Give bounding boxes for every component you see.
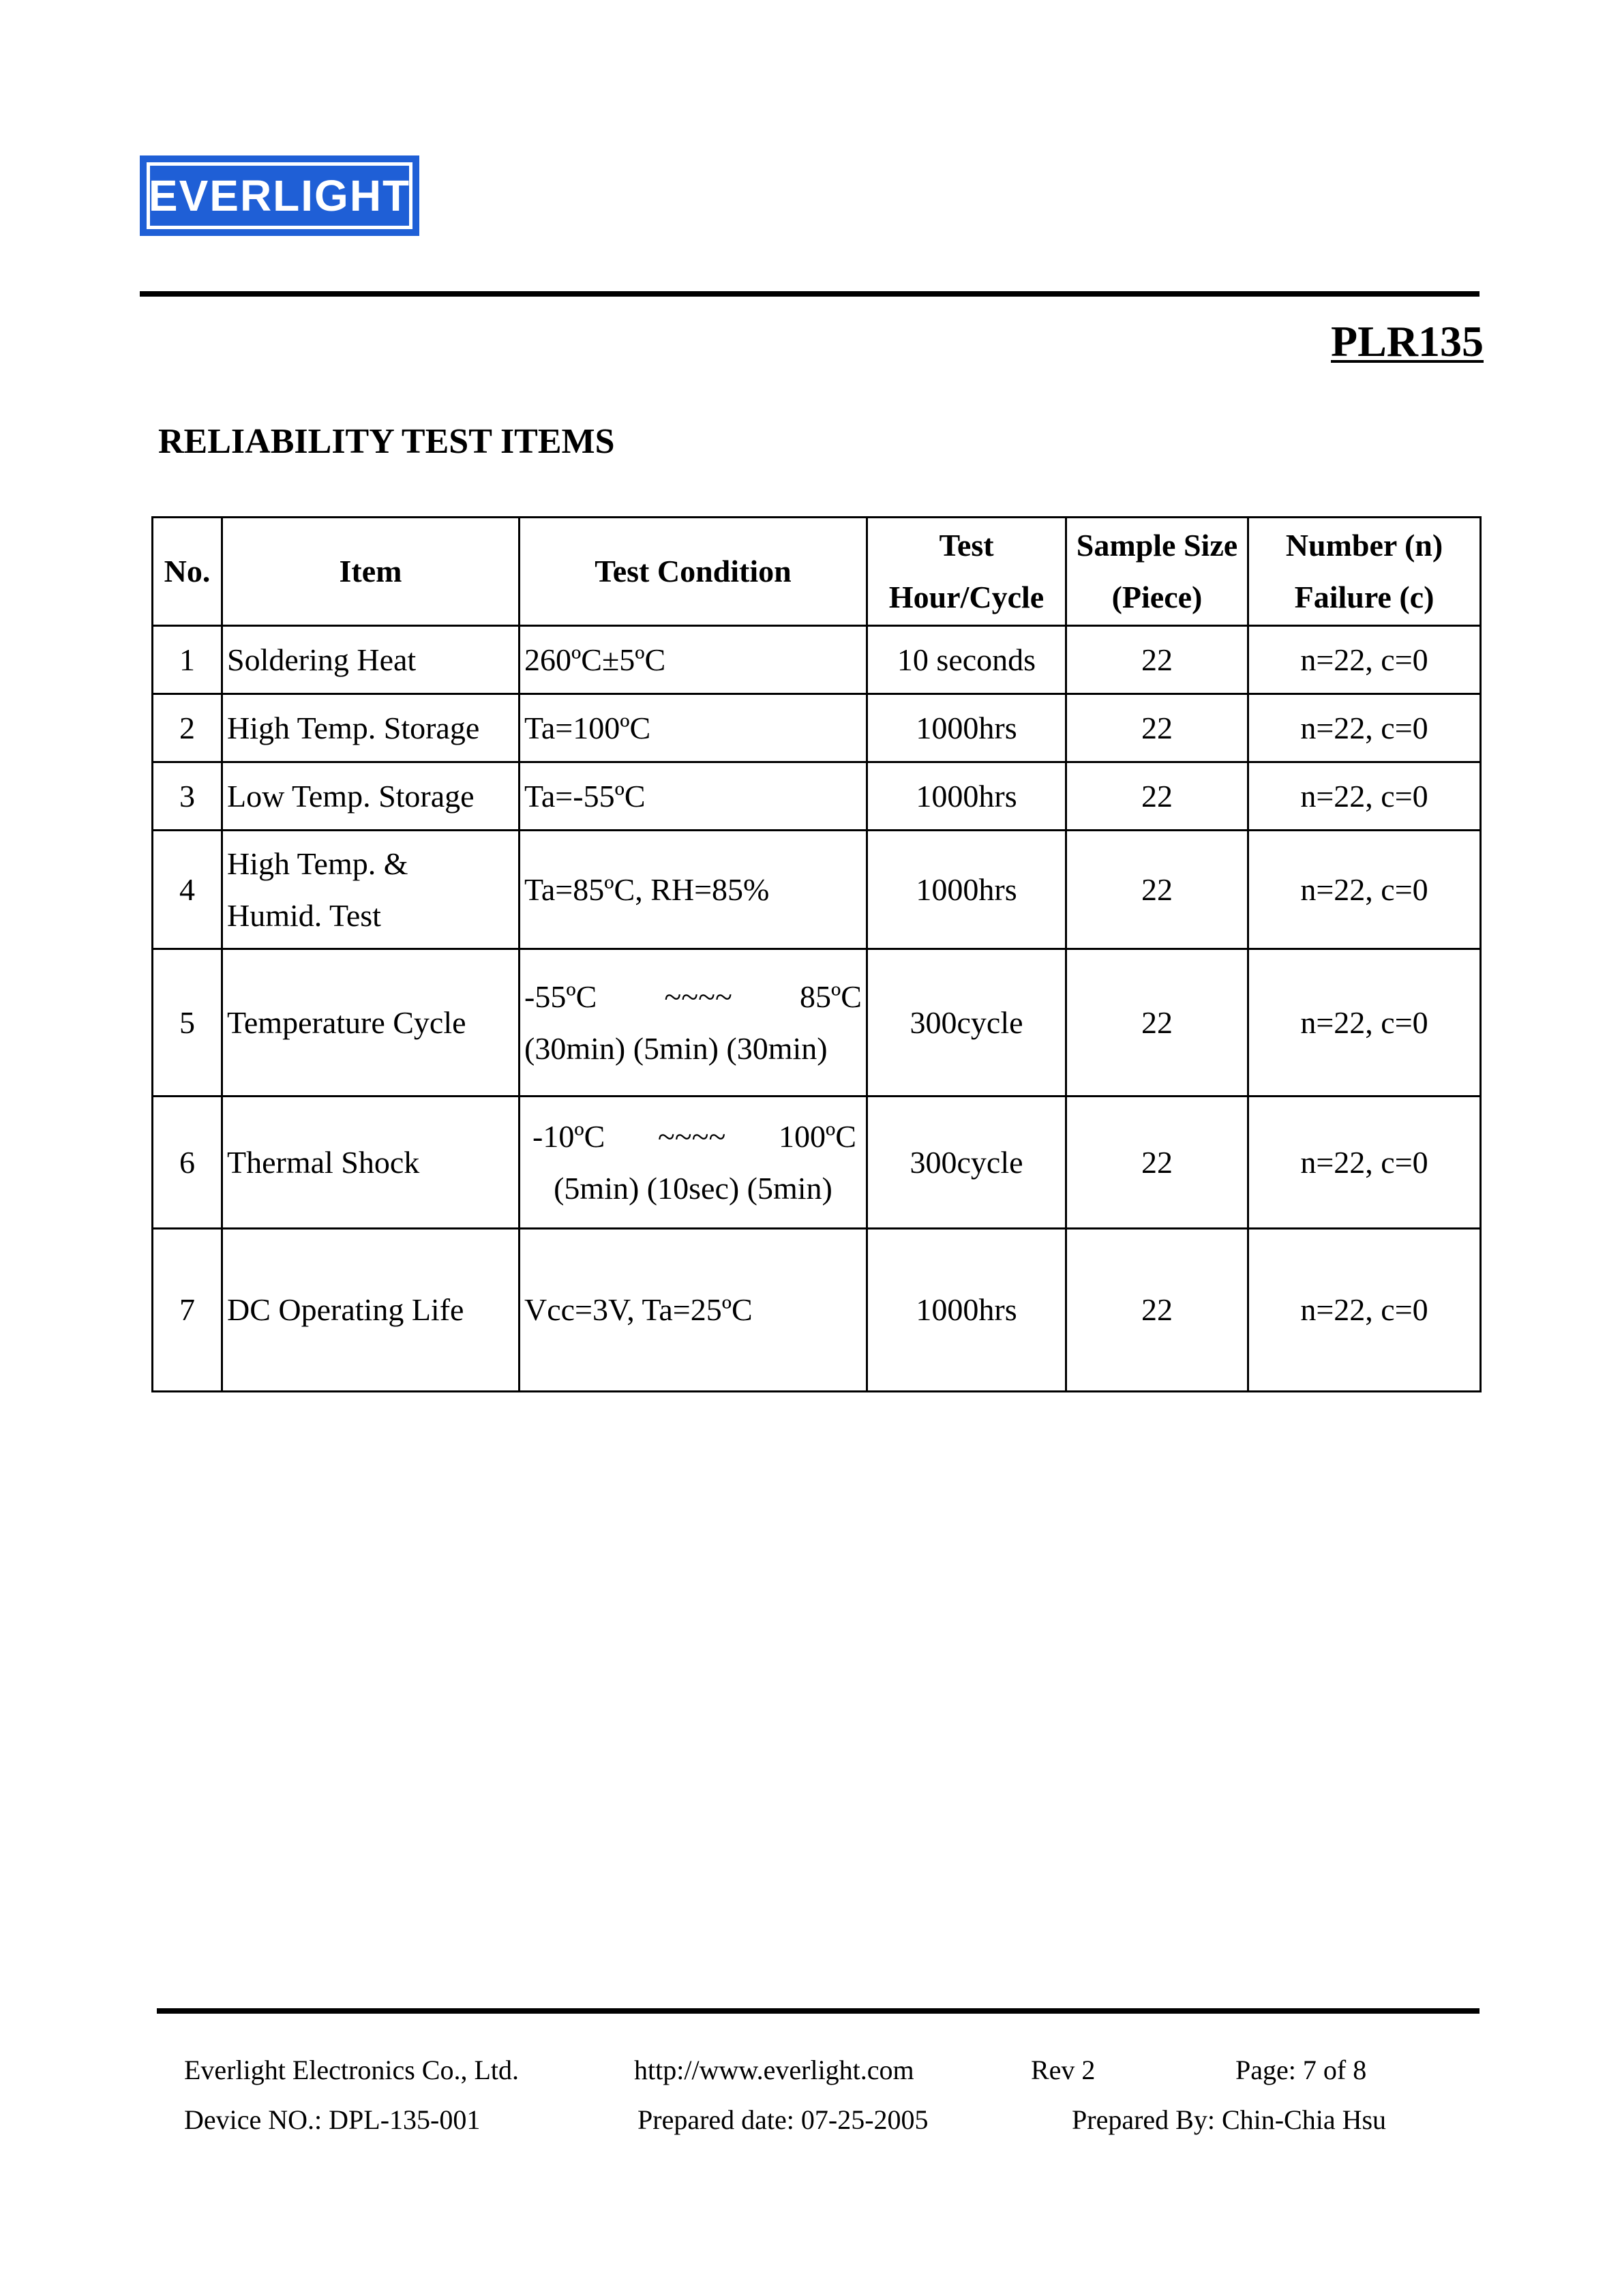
footer-page: Page: 7 of 8: [1235, 2055, 1367, 2085]
everlight-logo: [140, 155, 419, 236]
cell-condition: [520, 1097, 867, 1229]
shock-low-temp: -10ºC: [532, 1118, 605, 1154]
cell-item-line2: Humid. Test: [227, 897, 381, 933]
footer-company: Everlight Electronics Co., Ltd.: [184, 2055, 519, 2085]
cell-item: [222, 831, 520, 949]
cell-sample: 22: [1066, 762, 1248, 831]
cell-condition: Ta=-55ºC: [520, 762, 867, 831]
cell-sample: 22: [1066, 1229, 1248, 1392]
cell-no: 1: [153, 626, 222, 694]
cell-hours: 300cycle: [867, 1097, 1066, 1229]
header-divider: [140, 291, 1480, 297]
cell-hours: 1000hrs: [867, 831, 1066, 949]
cell-no: 3: [153, 762, 222, 831]
cell-hours: 1000hrs: [867, 694, 1066, 762]
col-header-failure-line2: Failure (c): [1294, 580, 1435, 614]
logo-frame: [147, 162, 412, 229]
cell-condition-line2: (30min) (5min) (30min): [524, 1030, 828, 1066]
col-header-sample-line1: Sample Size: [1076, 528, 1238, 563]
table-row: [153, 762, 1481, 831]
cell-sample: 22: [1066, 1097, 1248, 1229]
footer-device-no: Device NO.: DPL-135-001: [184, 2104, 481, 2135]
table-row: [153, 1229, 1481, 1392]
footer-rev: Rev 2: [1031, 2055, 1096, 2085]
col-header-sample-line2: (Piece): [1111, 580, 1203, 614]
cell-item: Low Temp. Storage: [222, 762, 520, 831]
cell-condition-line2: (5min) (10sec) (5min): [554, 1170, 832, 1206]
cell-item-line1: High Temp. &: [227, 846, 408, 881]
footer-divider: [157, 2008, 1480, 2014]
cell-sample: 22: [1066, 626, 1248, 694]
cell-result: n=22, c=0: [1248, 762, 1481, 831]
cell-condition-line1: [524, 1111, 862, 1163]
cell-condition: [520, 949, 867, 1097]
cell-item: Temperature Cycle: [222, 949, 520, 1097]
logo-text: EVERLIGHT: [148, 171, 411, 220]
table-row: [153, 1097, 1481, 1229]
footer-prepared-date: Prepared date: 07-25-2005: [637, 2104, 929, 2135]
table-row: [153, 694, 1481, 762]
cell-result: n=22, c=0: [1248, 626, 1481, 694]
cell-result: n=22, c=0: [1248, 831, 1481, 949]
cell-item: Soldering Heat: [222, 626, 520, 694]
cell-item: DC Operating Life: [222, 1229, 520, 1392]
table-row: [153, 626, 1481, 694]
col-header-sample: [1066, 518, 1248, 626]
col-header-item: Item: [222, 518, 520, 626]
cell-hours: 300cycle: [867, 949, 1066, 1097]
table-row: [153, 831, 1481, 949]
section-title: RELIABILITY TEST ITEMS: [158, 422, 615, 461]
cycle-separator: ~~~~: [664, 979, 732, 1014]
cell-condition-line1: [524, 971, 862, 1023]
cell-result: n=22, c=0: [1248, 1097, 1481, 1229]
col-header-hours-line1: Test: [939, 528, 994, 563]
cell-condition: Ta=100ºC: [520, 694, 867, 762]
table-header-row: [153, 518, 1481, 626]
cell-condition: 260ºC±5ºC: [520, 626, 867, 694]
cell-sample: 22: [1066, 694, 1248, 762]
col-header-no: No.: [153, 518, 222, 626]
cycle-high-temp: 85ºC: [800, 979, 862, 1014]
cell-item: High Temp. Storage: [222, 694, 520, 762]
col-header-condition: Test Condition: [520, 518, 867, 626]
cell-condition: Vcc=3V, Ta=25ºC: [520, 1229, 867, 1392]
cell-sample: 22: [1066, 949, 1248, 1097]
cell-hours: 1000hrs: [867, 1229, 1066, 1392]
col-header-hours-line2: Hour/Cycle: [888, 580, 1045, 614]
footer-prepared-by: Prepared By: Chin-Chia Hsu: [1072, 2104, 1387, 2135]
part-number: PLR135: [1331, 317, 1484, 366]
cell-item: Thermal Shock: [222, 1097, 520, 1229]
cell-result: n=22, c=0: [1248, 949, 1481, 1097]
cell-condition: Ta=85ºC, RH=85%: [520, 831, 867, 949]
cell-hours: 10 seconds: [867, 626, 1066, 694]
col-header-failure-line1: Number (n): [1285, 528, 1443, 563]
cell-hours: 1000hrs: [867, 762, 1066, 831]
cell-no: 6: [153, 1097, 222, 1229]
cell-no: 5: [153, 949, 222, 1097]
col-header-hours: [867, 518, 1066, 626]
shock-separator: ~~~~: [657, 1118, 726, 1154]
shock-high-temp: 100ºC: [779, 1118, 856, 1154]
reliability-table: [151, 516, 1482, 1392]
cell-result: n=22, c=0: [1248, 694, 1481, 762]
cell-no: 4: [153, 831, 222, 949]
cell-result: n=22, c=0: [1248, 1229, 1481, 1392]
cell-no: 2: [153, 694, 222, 762]
col-header-failure: [1248, 518, 1481, 626]
cell-sample: 22: [1066, 831, 1248, 949]
footer-url: http://www.everlight.com: [634, 2055, 914, 2085]
cell-no: 7: [153, 1229, 222, 1392]
cycle-low-temp: -55ºC: [524, 979, 597, 1014]
table-row: [153, 949, 1481, 1097]
